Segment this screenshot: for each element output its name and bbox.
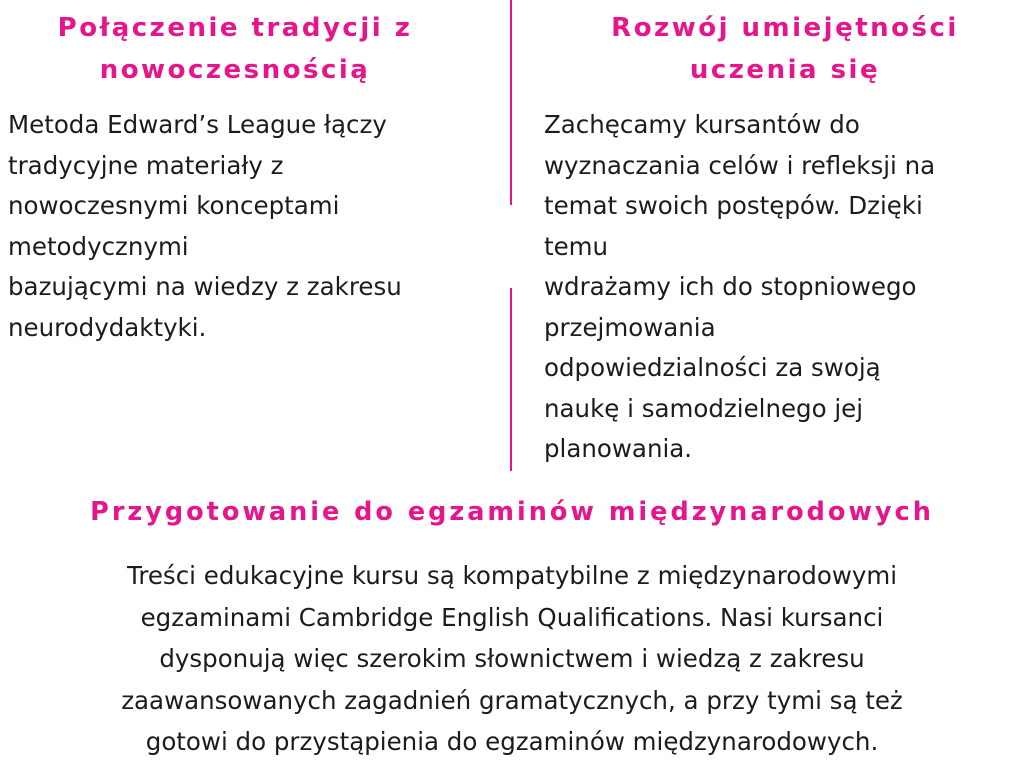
column-divider-top	[510, 0, 512, 205]
left-column-text: Metoda Edward’s League łączy tradycyjne materiały z nowoczesnymi konceptami metodycznymi bazującymi na wiedzy z zakresu neurodydaktyki.	[8, 110, 402, 342]
right-column-heading: Rozwój umiejętności uczenia się	[611, 13, 959, 85]
bottom-section-text: Treści edukacyjne kursu są kompatybilne z międzynarodowymi egzaminami Cambridge English Qualifications. Nasi kursanci dysponują więc szerokim słownictwem i wiedzą z zakresu zaawansowanych zagadnień gramatycznych, a przy tymi są też gotowi do przystąpienia do egzaminów międzynarodowych.	[121, 561, 903, 756]
bottom-section-heading: Przygotowanie do egzaminów międzynarodowych	[90, 497, 934, 527]
column-divider-bottom	[510, 288, 512, 471]
right-column-text: Zachęcamy kursantów do wyznaczania celów i refleksji na temat swoich postępów. Dzięki temu wdrażamy ich do stopniowego przejmowania odpowiedzialności za swoją naukę i samodzielnego jej planowania.	[544, 110, 936, 463]
left-column-heading: Połączenie tradycji z nowoczesnością	[57, 13, 413, 85]
